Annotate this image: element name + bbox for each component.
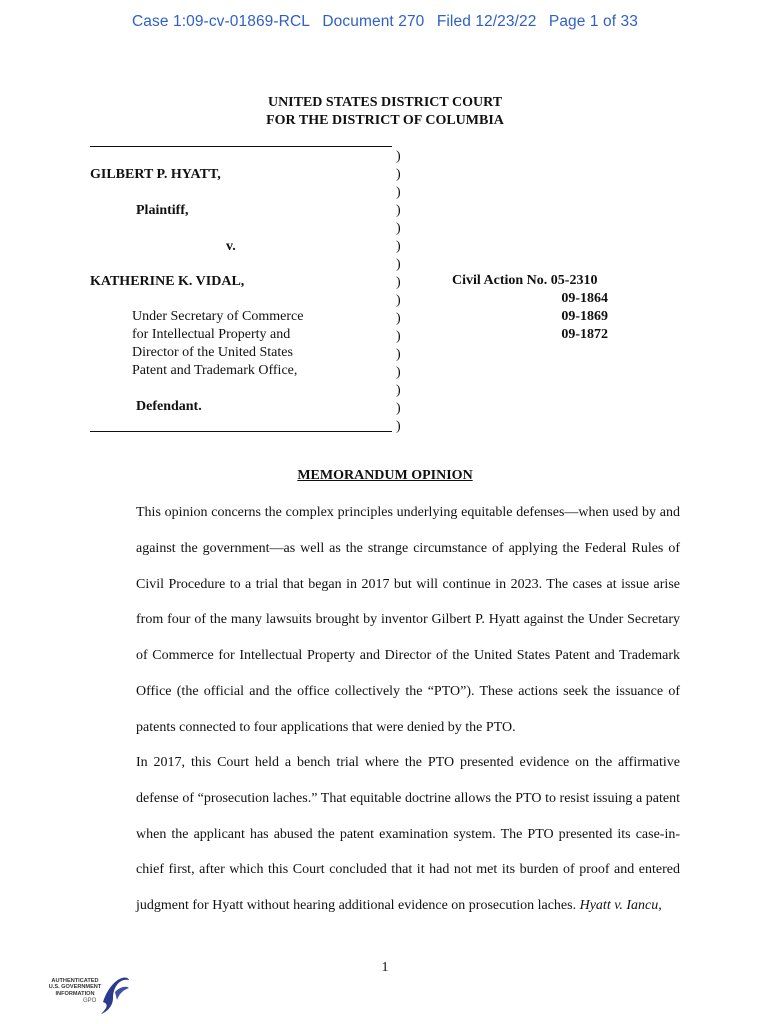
paragraph-body: In 2017, this Court held a bench trial where the PTO presented evidence on the affirmative defense of “prosecution laches.” That equitable doctrine allows the PTO to resist issuing a patent when the applicant has abused the patent examination system. The PTO presented its case-in-chief first, after which this Court concluded that it had not met its burden of proof and entered judgment for Hyatt without hearing additional evidence on prosecution laches. <box>136 755 680 914</box>
caption-paren: ) <box>396 311 401 326</box>
civil-action-number: Civil Action No. 05-2310 <box>452 273 598 288</box>
court-name-line2: FOR THE DISTRICT OF COLUMBIA <box>266 113 504 128</box>
versus-label: v. <box>226 239 236 254</box>
caption-paren: ) <box>396 167 401 182</box>
header-case-number: Case 1:09-cv-01869-RCL <box>132 13 310 30</box>
court-name-line1: UNITED STATES DISTRICT COURT <box>267 95 503 110</box>
caption-paren: ) <box>396 383 401 398</box>
related-case-number: 09-1872 <box>561 327 608 342</box>
caption-paren: ) <box>396 419 401 434</box>
gpo-logo-line: INFORMATION <box>55 990 95 997</box>
opinion-paragraph-1 <box>90 495 680 746</box>
caption-paren: ) <box>396 149 401 164</box>
header-document: Document 270 <box>322 13 425 30</box>
caption-parenthesis-column <box>396 148 406 436</box>
related-case-number: 09-1869 <box>561 309 608 324</box>
related-case-numbers <box>540 290 608 344</box>
caption-paren: ) <box>396 221 401 236</box>
defendant-description-line: Under Secretary of Commerce <box>132 309 304 324</box>
defendant-role: Defendant. <box>136 399 202 414</box>
caption-paren: ) <box>396 329 401 344</box>
defendant-description-line: for Intellectual Property and <box>132 327 291 342</box>
header-filed-date: Filed 12/23/22 <box>436 13 537 30</box>
caption-paren: ) <box>396 401 401 416</box>
gpo-logo-line: AUTHENTICATED <box>51 978 99 984</box>
defendant-description <box>132 308 303 380</box>
page-number: 1 <box>381 960 389 975</box>
eagle-icon <box>97 972 131 1016</box>
caption-paren: ) <box>396 347 401 362</box>
paragraph-text: This opinion concerns the complex principles underlying equitable defenses—when used by and against the government—as well as the strange circumstance of applying the Federal Rules of Civil Procedure to a trial that began in 2017 but will continue in 2023. The cases at issue arise from four of the many lawsuits brought by inventor Gilbert P. Hyatt against the Under Secretary of Commerce for Intellectual Property and Director of the United States Patent and Trademark Office (the official and the office collectively the “PTO”). These actions seek the issuance of patents connected to four applications that were denied by the PTO. <box>136 505 680 735</box>
caption-paren: ) <box>396 185 401 200</box>
caption-top-rule <box>90 146 392 147</box>
caption-paren: ) <box>396 275 401 290</box>
caption-paren: ) <box>396 203 401 218</box>
header-page-count: Page 1 of 33 <box>548 13 638 30</box>
plaintiff-role: Plaintiff, <box>136 203 189 218</box>
gpo-logo-text <box>45 978 105 997</box>
caption-paren: ) <box>396 293 401 308</box>
plaintiff-name: GILBERT P. HYATT, <box>90 167 221 182</box>
page-header <box>0 13 770 31</box>
caption-bottom-rule <box>90 431 392 432</box>
case-citation: Hyatt v. Iancu, <box>579 898 662 914</box>
paragraph-text <box>90 745 680 924</box>
defendant-description-line: Director of the United States <box>132 345 293 360</box>
defendant-description-line: Patent and Trademark Office, <box>132 363 298 378</box>
gpo-authentication-logo <box>45 970 135 1018</box>
document-title: MEMORANDUM OPINION <box>297 468 473 483</box>
gpo-label: GPO <box>83 998 97 1004</box>
defendant-name: KATHERINE K. VIDAL, <box>90 274 245 289</box>
gpo-logo-line: U.S. GOVERNMENT <box>48 984 102 991</box>
caption-paren: ) <box>396 257 401 272</box>
caption-paren: ) <box>396 239 401 254</box>
opinion-paragraph-2 <box>90 745 680 924</box>
caption-paren: ) <box>396 365 401 380</box>
related-case-number: 09-1864 <box>561 291 608 306</box>
